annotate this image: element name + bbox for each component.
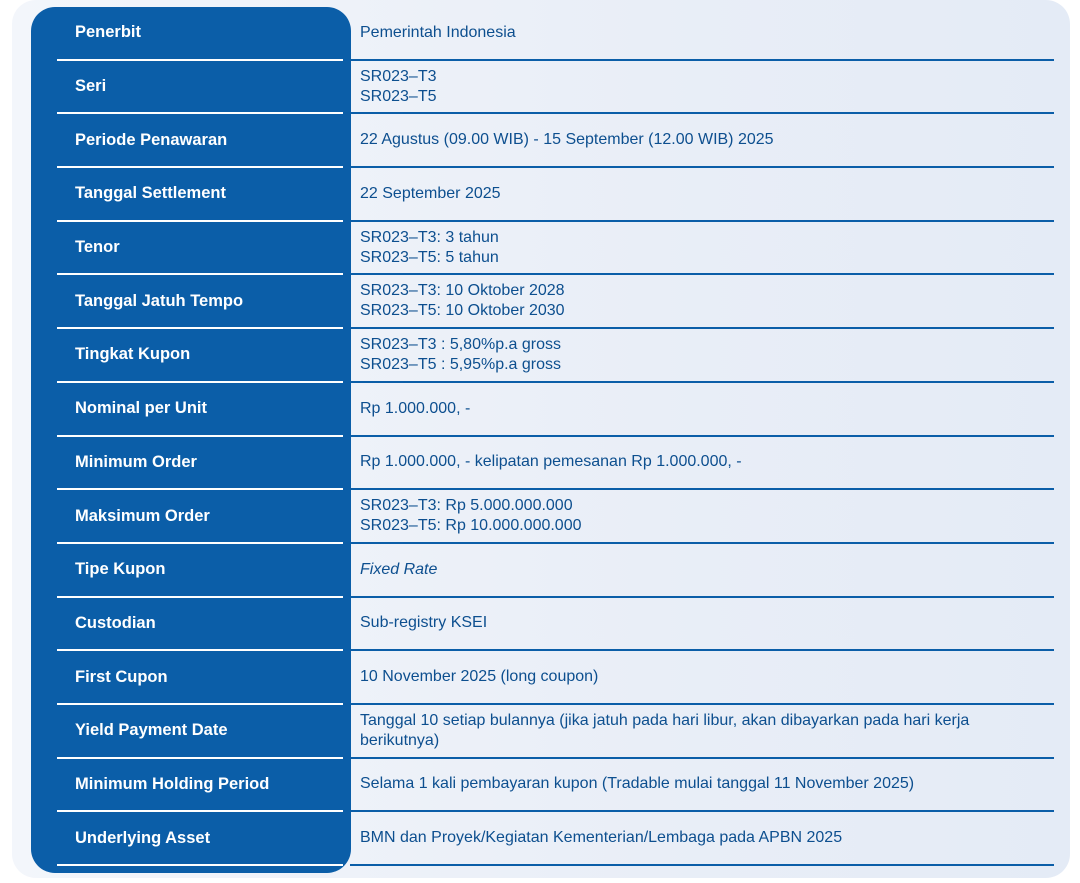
row-penerbit xyxy=(57,7,1054,61)
row-label: Minimum Order xyxy=(57,437,343,491)
row-underlying-asset xyxy=(57,812,1054,866)
row-maksimum-order xyxy=(57,490,1054,544)
value-line: SR023–T3 : 5,80%p.a gross xyxy=(360,335,562,353)
row-label: Seri xyxy=(57,61,343,115)
row-value xyxy=(350,61,1054,115)
value-line: 10 November 2025 (long coupon) xyxy=(360,668,599,686)
row-value xyxy=(350,705,1054,759)
row-value xyxy=(350,7,1054,61)
row-value xyxy=(350,222,1054,276)
row-value xyxy=(350,651,1054,705)
value-line: Pemerintah Indonesia xyxy=(360,23,516,41)
value-line: SR023–T5: 5 tahun xyxy=(360,248,499,266)
value-line: BMN dan Proyek/Kegiatan Kementerian/Lembaga pada APBN 2025 xyxy=(360,829,843,847)
row-label: Penerbit xyxy=(57,7,343,61)
row-value xyxy=(350,598,1054,652)
row-tenor xyxy=(57,222,1054,276)
row-minimum-order xyxy=(57,437,1054,491)
row-nominal-per-unit xyxy=(57,383,1054,437)
row-label: Nominal per Unit xyxy=(57,383,343,437)
row-value xyxy=(350,437,1054,491)
value-line: Rp 1.000.000, - xyxy=(360,399,471,417)
row-seri xyxy=(57,61,1054,115)
row-label: Maksimum Order xyxy=(57,490,343,544)
row-label: Minimum Holding Period xyxy=(57,759,343,813)
value-line: SR023–T3: 10 Oktober 2028 xyxy=(360,282,565,300)
value-line: 22 September 2025 xyxy=(360,184,501,202)
row-tipe-kupon xyxy=(57,544,1054,598)
row-label: Tingkat Kupon xyxy=(57,329,343,383)
value-line: SR023–T5 : 5,95%p.a gross xyxy=(360,355,562,373)
row-value xyxy=(350,812,1054,866)
row-value xyxy=(350,329,1054,383)
row-tanggal-jatuh-tempo xyxy=(57,275,1054,329)
row-label: Tenor xyxy=(57,222,343,276)
row-value xyxy=(350,383,1054,437)
row-label: Tipe Kupon xyxy=(57,544,343,598)
row-label: Tanggal Settlement xyxy=(57,168,343,222)
row-label: Underlying Asset xyxy=(57,812,343,866)
value-line: SR023–T3 xyxy=(360,67,437,85)
row-value xyxy=(350,275,1054,329)
value-line: Rp 1.000.000, - kelipatan pemesanan Rp 1.000.000, - xyxy=(360,453,742,471)
value-line: SR023–T5: 10 Oktober 2030 xyxy=(360,302,565,320)
row-value xyxy=(350,168,1054,222)
info-table xyxy=(57,7,1054,866)
row-value xyxy=(350,114,1054,168)
value-line: SR023–T5 xyxy=(360,87,437,105)
row-tanggal-settlement xyxy=(57,168,1054,222)
value-line: Selama 1 kali pembayaran kupon (Tradable mulai tanggal 11 November 2025) xyxy=(360,775,915,793)
row-label: Custodian xyxy=(57,598,343,652)
row-periode-penawaran xyxy=(57,114,1054,168)
value-line: Tanggal 10 setiap bulannya (jika jatuh pada hari libur, akan dibayarkan pada hari kerja berikutnya) xyxy=(360,711,970,749)
value-line: SR023–T3: 3 tahun xyxy=(360,228,499,246)
row-minimum-holding-period xyxy=(57,759,1054,813)
value-line: SR023–T5: Rp 10.000.000.000 xyxy=(360,517,582,535)
value-line: Sub-registry KSEI xyxy=(360,614,488,632)
row-value xyxy=(350,759,1054,813)
row-value xyxy=(350,544,1054,598)
row-label: Periode Penawaran xyxy=(57,114,343,168)
row-label: Yield Payment Date xyxy=(57,705,343,759)
value-line: 22 Agustus (09.00 WIB) - 15 September (12.00 WIB) 2025 xyxy=(360,131,774,149)
row-tingkat-kupon xyxy=(57,329,1054,383)
value-line: SR023–T3: Rp 5.000.000.000 xyxy=(360,497,573,515)
row-custodian xyxy=(57,598,1054,652)
row-first-cupon xyxy=(57,651,1054,705)
row-label: First Cupon xyxy=(57,651,343,705)
row-value xyxy=(350,490,1054,544)
row-yield-payment-date xyxy=(57,705,1054,759)
value-line: Fixed Rate xyxy=(360,560,438,578)
row-label: Tanggal Jatuh Tempo xyxy=(57,275,343,329)
